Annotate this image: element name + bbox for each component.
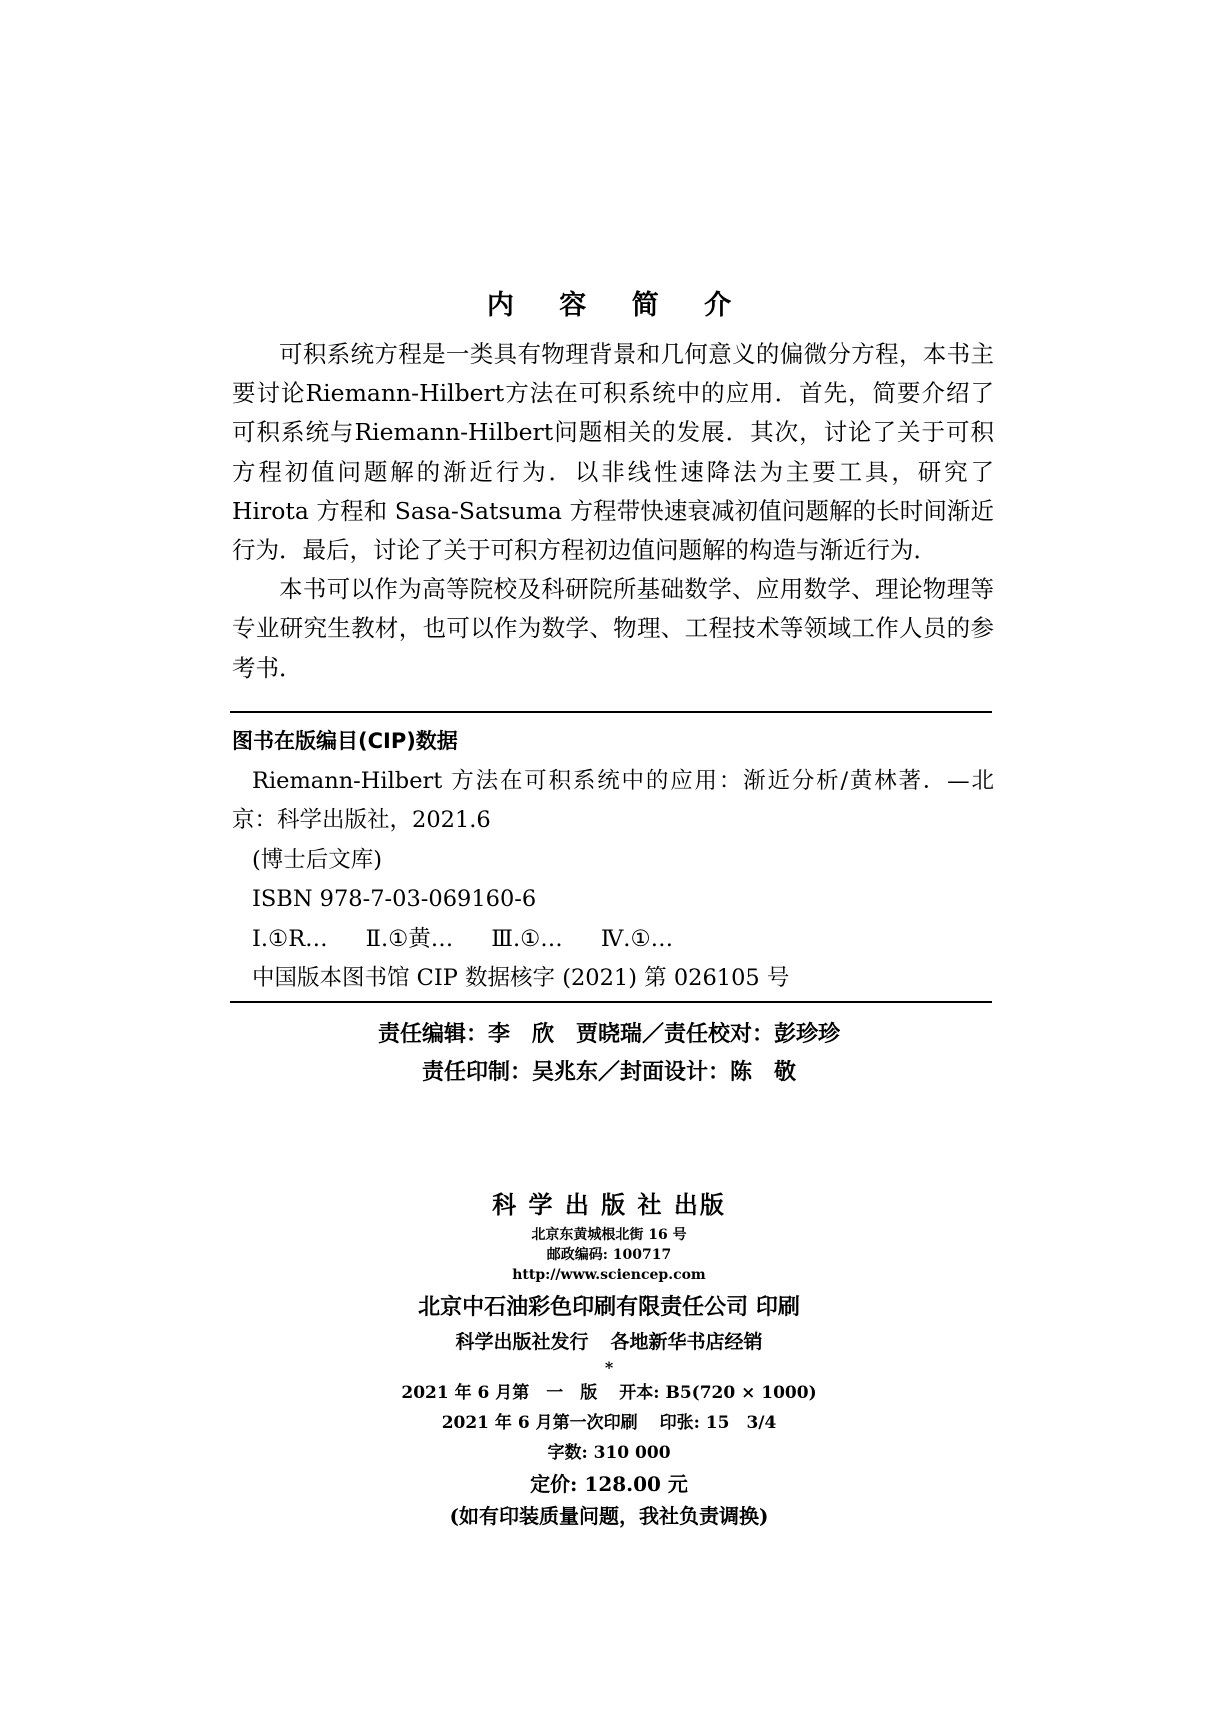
cip-class-3: Ⅲ.①… xyxy=(491,925,563,952)
editors-block xyxy=(0,1016,1218,1092)
intro-paragraph-2: 本书可以作为高等院校及科研院所基础数学、应用数学、理论物理等专业研究生教材，也可以作为数学、物理、工程技术等领域工作人员的参考书． xyxy=(232,575,994,682)
cip-series: (博士后文库) xyxy=(252,846,383,873)
quality-notice: (如有印装质量问题，我社负责调换) xyxy=(449,1504,769,1528)
publisher-block xyxy=(0,1185,1218,1532)
printing-line xyxy=(0,1408,1218,1438)
sheets: 印张: 15 3/4 xyxy=(659,1413,777,1433)
publisher-address: 北京东黄城根北街 16 号 xyxy=(531,1227,687,1243)
price: 定价: 128.00 元 xyxy=(530,1472,688,1496)
format: 开本: B5(720 × 1000) xyxy=(619,1383,817,1403)
print-word: 印刷 xyxy=(755,1294,800,1320)
publisher-name: 科 学 出 版 社 xyxy=(492,1190,664,1219)
cip-top-rule xyxy=(230,711,992,713)
distribution-line xyxy=(0,1326,1218,1358)
printer-name: 北京中石油彩色印刷有限责任公司 xyxy=(418,1294,749,1320)
intro-body xyxy=(232,335,994,688)
word-count: 字数: 310 000 xyxy=(547,1443,671,1463)
cip-classifications xyxy=(232,920,994,960)
publish-word: 出版 xyxy=(673,1190,726,1219)
cip-book-entry: Riemann-Hilbert 方法在可积系统中的应用：渐近分析/黄林著．—北京：科学出版社，2021.6 xyxy=(232,767,994,833)
editors-line-1: 责任编辑：李 欣 贾晓瑞／责任校对：彭珍珍 xyxy=(377,1022,840,1047)
printer-line xyxy=(0,1288,1218,1326)
sellers: 各地新华书店经销 xyxy=(610,1331,763,1353)
cip-bottom-rule xyxy=(230,1001,992,1003)
cip-header: 图书在版编目(CIP)数据 xyxy=(232,729,458,753)
printing: 2021 年 6 月第一次印刷 xyxy=(441,1413,638,1433)
cip-record: 中国版本图书馆 CIP 数据核字 (2021) 第 026105 号 xyxy=(252,965,790,991)
cip-isbn: ISBN 978-7-03-069160-6 xyxy=(252,886,537,912)
publisher-line xyxy=(0,1185,1218,1225)
publisher-url: http://www.sciencep.com xyxy=(512,1267,706,1283)
cip-class-4: Ⅳ.①… xyxy=(600,925,674,952)
editors-line-2: 责任印制：吴兆东／封面设计：陈 敬 xyxy=(421,1060,796,1085)
intro-title: 内 容 简 介 xyxy=(486,290,750,321)
intro-paragraph-1: 可积系统方程是一类具有物理背景和几何意义的偏微分方程，本书主要讨论Riemann-Hilbert方法在可积系统中的应用．首先，简要介绍了可积系统与Riemann-Hilbert问题相关的发展．其次，讨论了关于可积方程初值问题解的渐近行为．以非线性速降法为主要工具，研究了 Hirota 方程和 Sasa-Satsuma 方程带快速衰减初值问题解的长时间渐近行为．最后，讨论了关于可积方程初边值问题解的构造与渐近行为． xyxy=(232,340,994,565)
separator-star: * xyxy=(604,1358,614,1377)
cip-class-2: Ⅱ.①黄… xyxy=(365,925,454,952)
edition: 2021 年 6 月第 一 版 xyxy=(401,1383,598,1403)
cip-class-1: Ⅰ.①R… xyxy=(252,925,328,952)
publisher-postcode: 邮政编码: 100717 xyxy=(546,1247,672,1263)
cip-block xyxy=(232,722,994,999)
edition-line xyxy=(0,1378,1218,1408)
distributor: 科学出版社发行 xyxy=(455,1331,589,1353)
